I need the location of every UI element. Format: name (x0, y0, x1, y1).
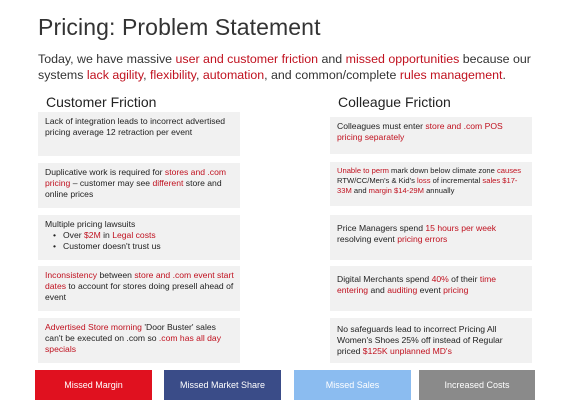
missed-sales-box: Missed Sales (294, 370, 411, 400)
intro-text: Today, we have massive user and customer friction and missed opportunities because our systems lack agility, flexibility, automation, and common/complete rules management. (38, 52, 531, 82)
customer-card-5: Advertised Store morning 'Door Buster' sales can't be executed on .com so .com has all day specials (38, 318, 240, 363)
colleague-card-5: No safeguards lead to incorrect Pricing All Women's Shoes 25% off instead of Regular priced $125K unplanned MD's (330, 318, 532, 363)
page-title: Pricing: Problem Statement (38, 14, 321, 40)
increased-costs-box: Increased Costs (419, 370, 535, 400)
missed-margin-box: Missed Margin (35, 370, 152, 400)
colleague-card-3: Price Managers spend 15 hours per week resolving event pricing errors (330, 215, 532, 260)
customer-card-4: Inconsistency between store and .com event start dates to account for stores doing presell ahead of event (38, 266, 240, 311)
list-item: • Over $2M in Legal costs (55, 230, 234, 241)
customer-card-3: Multiple pricing lawsuits • Over $2M in Legal costs • Customer doesn't trust us (38, 215, 240, 260)
colleague-friction-heading: Colleague Friction (338, 94, 451, 110)
colleague-card-1: Colleagues must enter store and .com POS pricing separately (330, 117, 532, 154)
customer-card-2: Duplicative work is required for stores and .com pricing – customer may see different store and online prices (38, 163, 240, 208)
customer-friction-heading: Customer Friction (46, 94, 157, 110)
list-item: • Customer doesn't trust us (55, 241, 234, 252)
colleague-card-4: Digital Merchants spend 40% of their time entering and auditing event pricing (330, 266, 532, 311)
customer-card-1: Lack of integration leads to incorrect advertised pricing average 12 retraction per event (38, 112, 240, 156)
missed-market-share-box: Missed Market Share (164, 370, 281, 400)
colleague-card-2: Unable to perm mark down below climate zone causes RTW/CC/Men's & Kid's loss of incremental sales $17-33M and margin $14-29M annually (330, 162, 532, 206)
